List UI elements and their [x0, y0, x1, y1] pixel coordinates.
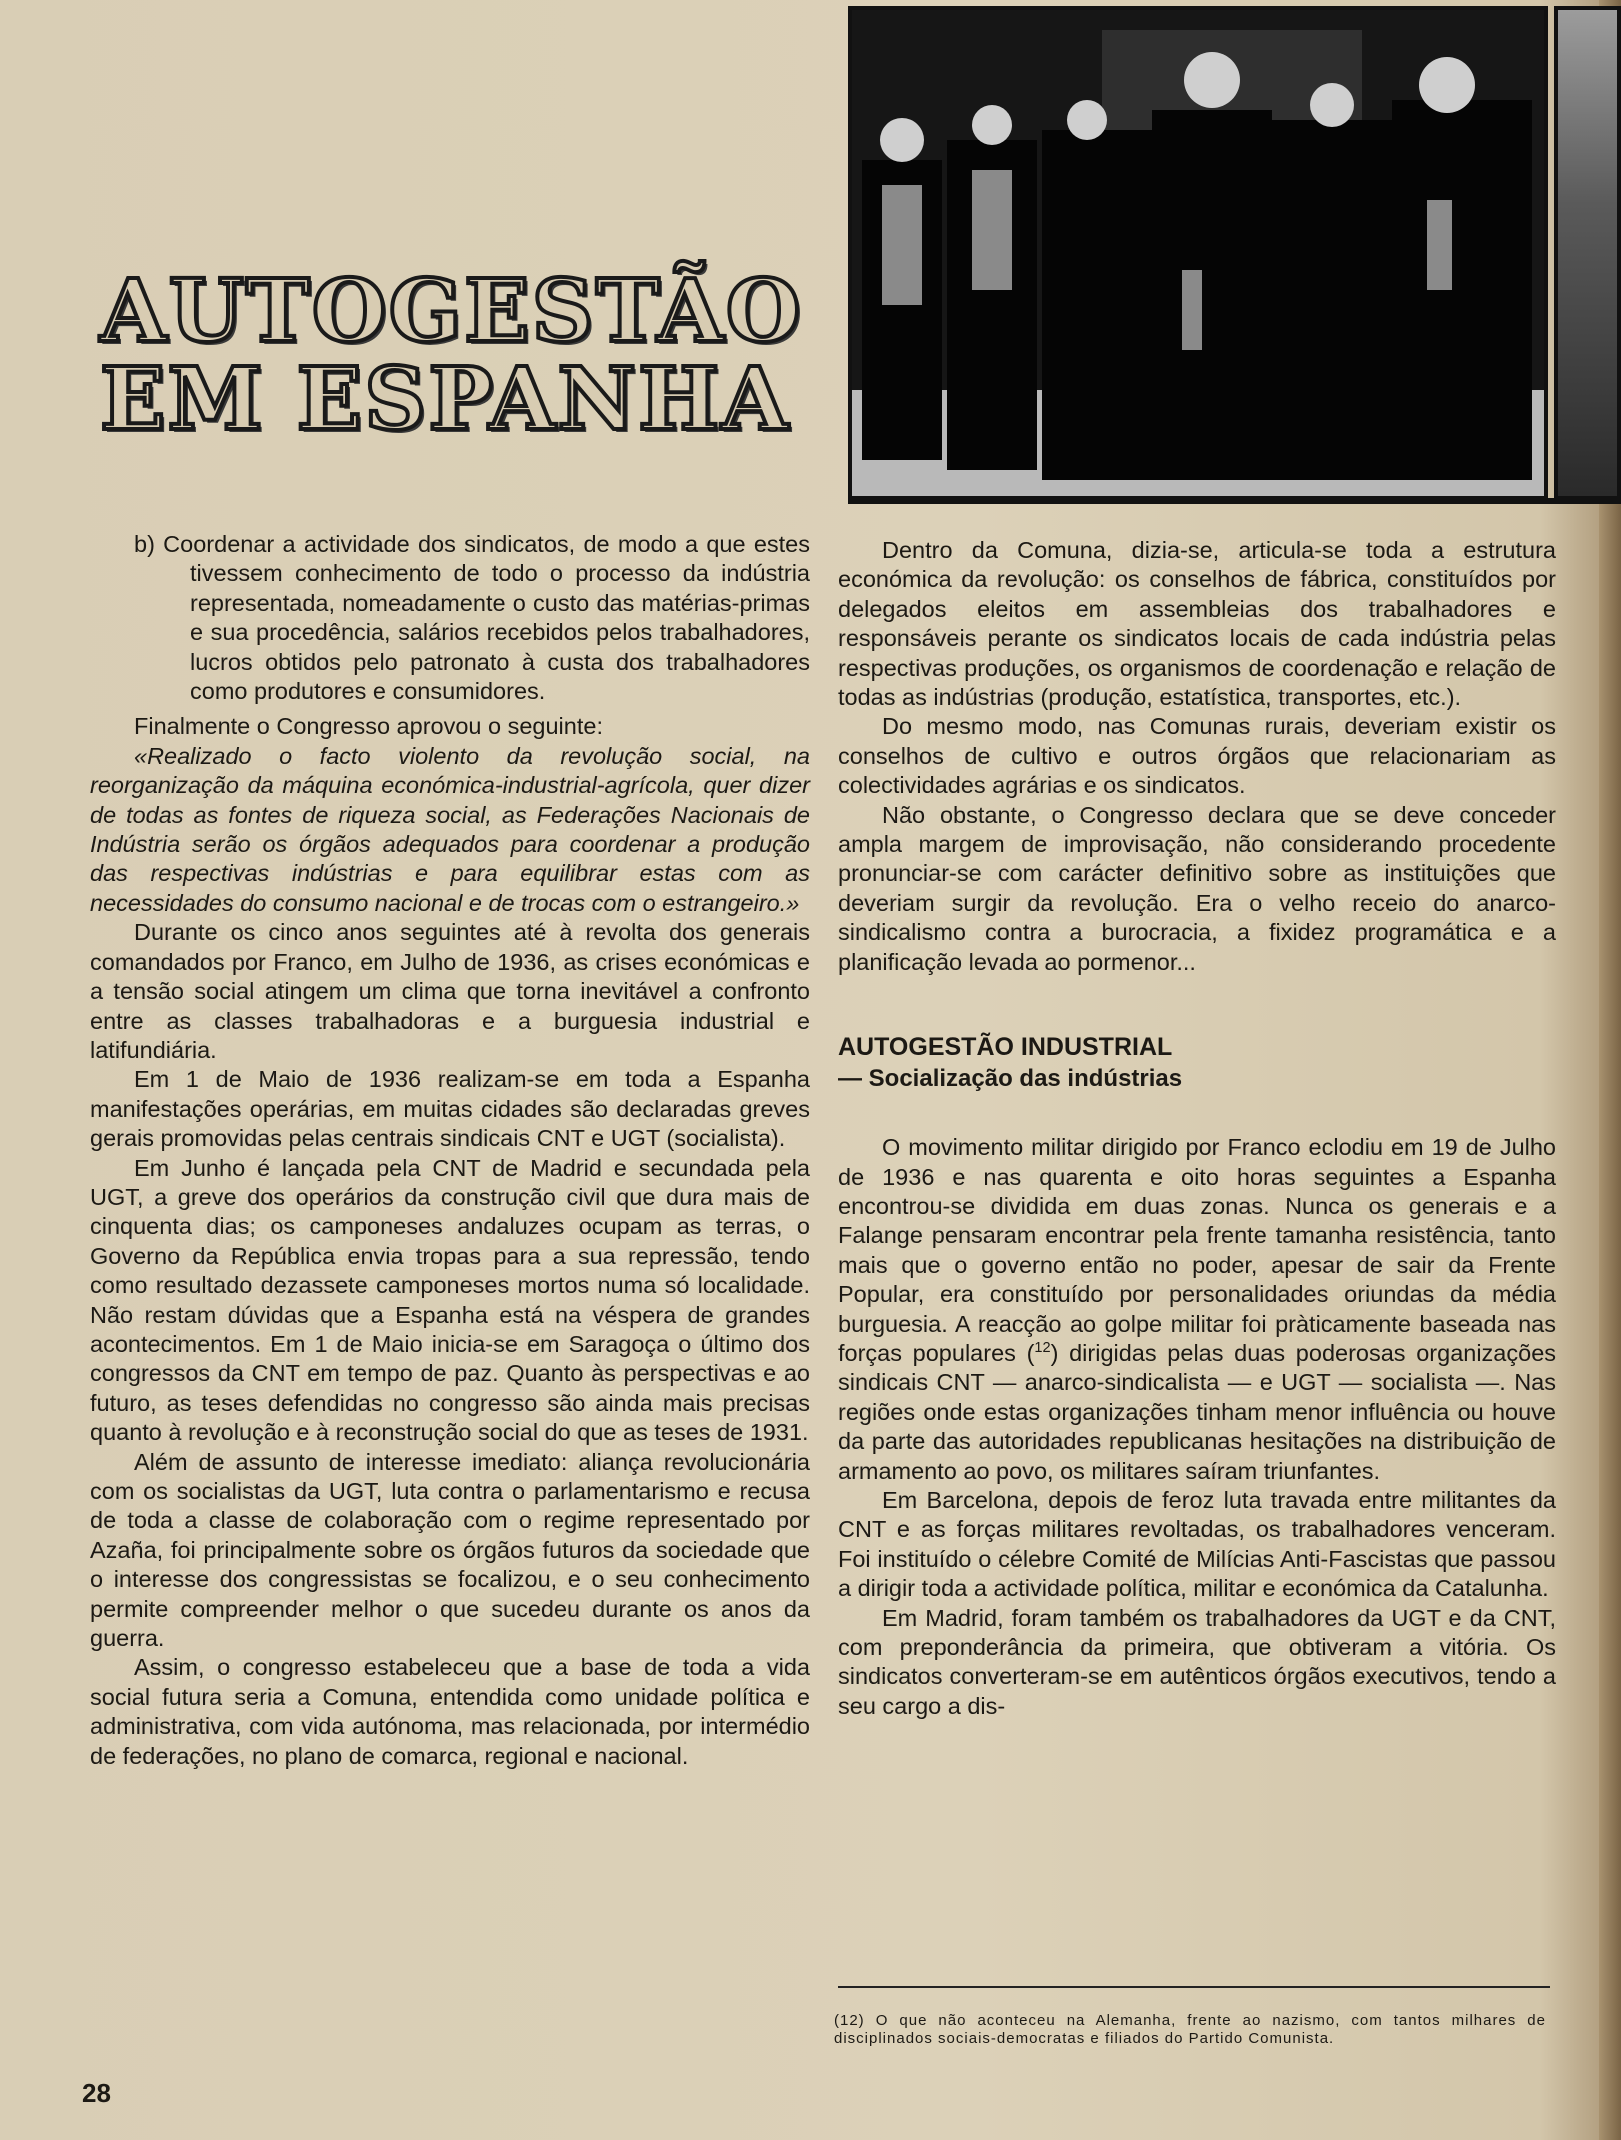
left-column: [90, 530, 810, 1771]
right-column: [838, 536, 1556, 1721]
quote-paragraph: «Realizado o facto violento da revolução social, na reorganização da máquina económica-industrial-agrícola, quer dizer de todas as fontes de riqueza social, as Federações Nacionais de Indústria serão os órgãos adequados para coordenar a produção das respectivas indústrias e para equilibrar estas com as necessidades do consumo nacional e de trocas com o estrangeiro.»: [90, 742, 810, 916]
headline-line-1: AUTOGESTÃO: [100, 261, 803, 362]
paragraph-text: O movimento militar dirigido por Franco eclodiu em 19 de Julho de 1936 e nas quarenta e oito horas seguintes a Espanha encontrou-se dividida em duas zonas. Nunca os generais e a Falange pensaram encontrar pela frente tamanha resistência, tanto mais que o governo então no poder, apesar de sair da Frente Popular, era constituído por personalidades oriundas da média burguesia. A reacção ao golpe militar foi pràticamente baseada nas forças populares (: [838, 1134, 1556, 1366]
paragraph: Finalmente o Congresso aprovou o seguinte:: [134, 713, 603, 740]
paragraph: [838, 1133, 1556, 1486]
list-item-b: b) Coordenar a actividade dos sindicatos, de modo a que estes tivessem conhecimento de todo o processo da indústria representada, nomeadamente o custo das matérias-primas e sua procedência, salários recebidos pelos trabalhadores, lucros obtidos pelo patronato à custa dos trabalhadores como produtores e consumidores.: [134, 531, 810, 705]
footnote-rule: [838, 1986, 1550, 1988]
section-title: AUTOGESTÃO INDUSTRIAL: [838, 1033, 1173, 1062]
paragraph: Além de assunto de interesse imediato: aliança revolucionária com os socialistas da UGT, luta contra o parlamentarismo e recusa de toda a classe de colaboração com o regime representado por Azaña, foi principalmente sobre os órgãos futuros da sociedade que o interesse dos congressistas se focalizou, e o seu conhecimento permite compreender melhor o que sucedeu durante os anos da guerra.: [90, 1448, 810, 1652]
paragraph: Assim, o congresso estabeleceu que a base de toda a vida social futura seria a Comuna, entendida como unidade política e administrativa, com vida autónoma, mas relacionada, por intermédio de federações, no plano de comarca, regional e nacional.: [90, 1654, 810, 1769]
photo-edge-image: [1554, 6, 1621, 500]
paragraph: Do mesmo modo, nas Comunas rurais, deveriam existir os conselhos de cultivo e outros órgãos que relacionariam as colectividades agrárias e os sindicatos.: [838, 713, 1556, 799]
footnote-reference: 12: [1034, 1340, 1051, 1357]
section-subtitle: — Socialização das indústrias: [838, 1065, 1183, 1093]
paragraph: Em Barcelona, depois de feroz luta travada entre militantes da CNT e as forças militares revoltadas, os trabalhadores venceram. Foi instituído o célebre Comité de Milícias Anti-Fascistas que passou a dirigir toda a actividade política, militar e económica da Catalunha.: [838, 1486, 1556, 1602]
photo-icon: [848, 6, 1548, 500]
photo-frame-rule: [848, 498, 1621, 504]
paragraph: Em 1 de Maio de 1936 realizam-se em toda a Espanha manifestações operárias, em muitas cidades são declaradas greves gerais promovidas pelas centrais sindicais CNT e UGT (socialista).: [90, 1066, 810, 1152]
paragraph: Em Junho é lançada pela CNT de Madrid e secundada pela UGT, a greve dos operários da construção civil que dura mais de cinquenta dias; os camponeses andaluzes ocupam as terras, o Governo da República envia tropas para a sua repressão, tendo como resultado dezassete camponeses mortos numa só localidade. Não restam dúvidas que a Espanha está na véspera de grandes acontecimentos. Em 1 de Maio inicia-se em Saragoça o último dos congressos da CNT em tempo de paz. Quanto às perspectivas e ao futuro, as teses defendidas no congresso são ainda mais precisas quanto à revolução e à reconstrução social do que as teses de 1931.: [90, 1154, 810, 1446]
paragraph: Durante os cinco anos seguintes até à revolta dos generais comandados por Franco, em Julho de 1936, as crises económicas e a tensão social atingem um clima que torna inevitável a confronto entre as classes trabalhadoras e a burguesia industrial e latifundiária.: [90, 919, 810, 1063]
headline-line-2: EM ESPANHA: [100, 349, 791, 450]
paragraph-text: ) dirigidas pelas duas poderosas organizações sindicais CNT — anarco-sindicalista — e UGT — socialista —. Nas regiões onde estas organizações tinham menor influência ou houve da parte das autoridades republicanas hesitações na distribuição de armamento ao povo, os militares saíram triunfantes.: [838, 1339, 1557, 1484]
footnote-marker: (12): [834, 2012, 865, 2029]
paragraph: Não obstante, o Congresso declara que se deve conceder ampla margem de improvisação, não considerando procedente pronunciar-se com carácter definitivo sobre as instituições que deveriam surgir da revolução. Era o velho receio do anarco-sindicalismo contra a burocracia, a fixidez programática e a planificação levada ao pormenor...: [838, 801, 1556, 975]
paragraph: Dentro da Comuna, dizia-se, articula-se toda a estrutura económica da revolução: os conselhos de fábrica, constituídos por delegados eleitos em assembleias dos trabalhadores e responsáveis perante os sindicatos locais de cada indústria pelas respectivas produções, os organismos de coordenação e relação de todas as indústrias (produção, estatística, transportes, etc.).: [838, 537, 1556, 711]
paragraph: Em Madrid, foram também os trabalhadores da UGT e da CNT, com preponderância da primeira, que obtiveram a vitória. Os sindicatos converteram-se em autênticos órgãos executivos, tendo a seu cargo a dis-: [838, 1604, 1556, 1719]
page-number: 28: [82, 2078, 111, 2108]
footnote: [834, 2012, 1546, 2048]
article-headline: [100, 261, 820, 450]
footnote-text: O que não aconteceu na Alemanha, frente ao nazismo, com tantos milhares de disciplinados sociais-democratas e filiados do Partido Comunista.: [834, 2012, 1546, 2047]
